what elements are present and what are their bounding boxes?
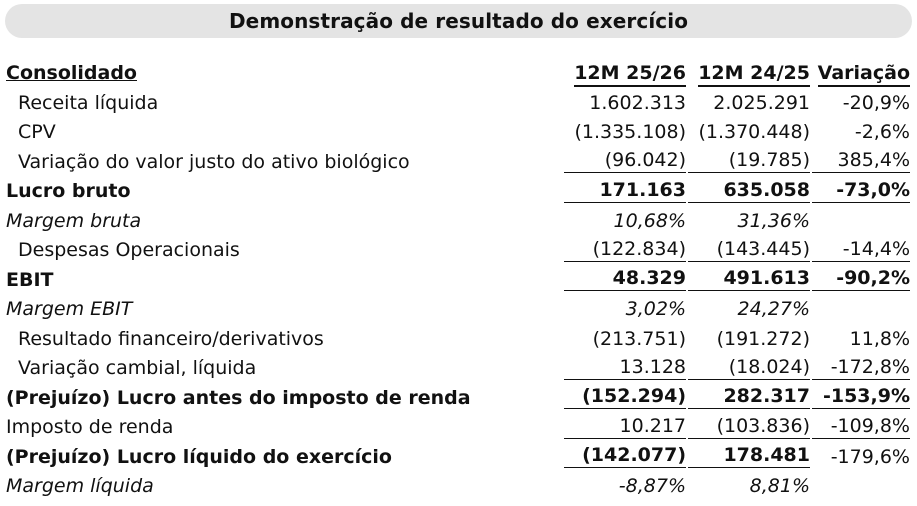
table-header-row <box>4 59 912 89</box>
row-value-current: 1.602.313 <box>589 91 686 114</box>
row-value-current: 10,68% <box>613 209 686 232</box>
row-value-current: (122.834) <box>564 236 688 266</box>
row-value-previous: (19.785) <box>688 148 812 178</box>
row-value-previous: 8,81% <box>749 475 810 498</box>
row-value-current: 3,02% <box>625 298 686 321</box>
header-col-12m-24-25: 12M 24/25 <box>688 59 812 89</box>
row-value-variation: -153,9% <box>812 384 912 414</box>
row-value-previous: 282.317 <box>688 384 812 414</box>
row-variacao-valor-justo <box>4 148 912 178</box>
row-ebit <box>4 266 912 296</box>
row-value-variation <box>812 207 912 237</box>
row-lucro-bruto <box>4 177 912 207</box>
row-value-current: (142.077) <box>564 443 688 473</box>
row-lucro-liquido <box>4 443 912 473</box>
row-label: Receita líquida <box>18 91 159 114</box>
row-margem-bruta <box>4 207 912 237</box>
statement-title-bar <box>5 4 912 38</box>
row-label: EBIT <box>6 268 54 291</box>
row-label: Despesas Operacionais <box>18 239 240 262</box>
row-margem-ebit <box>4 295 912 325</box>
row-value-variation: -20,9% <box>842 91 910 114</box>
row-resultado-financeiro <box>4 325 912 355</box>
row-label: Variação cambial, líquida <box>18 357 257 380</box>
row-value-previous: 491.613 <box>688 266 812 296</box>
row-value-current: 13.128 <box>564 354 688 384</box>
row-label: (Prejuízo) Lucro antes do imposto de renda <box>6 386 471 409</box>
row-label: Imposto de renda <box>6 416 174 439</box>
row-label: CPV <box>18 121 56 144</box>
row-value-variation: -109,8% <box>812 413 912 443</box>
row-label: (Prejuízo) Lucro líquido do exercício <box>6 445 392 468</box>
income-statement-table <box>4 59 912 502</box>
row-value-variation: -73,0% <box>812 177 912 207</box>
row-value-current: (213.751) <box>592 327 686 350</box>
row-value-variation: -14,4% <box>812 236 912 266</box>
row-cpv <box>4 118 912 148</box>
row-value-previous: (1.370.448) <box>698 121 810 144</box>
row-value-previous: 24,27% <box>737 298 810 321</box>
row-receita-liquida <box>4 89 912 119</box>
header-consolidado: Consolidado <box>6 62 137 85</box>
row-value-variation: -179,6% <box>830 445 910 468</box>
row-value-current: (1.335.108) <box>574 121 686 144</box>
row-value-variation: -2,6% <box>854 121 910 144</box>
row-imposto-de-renda <box>4 413 912 443</box>
row-value-variation: -172,8% <box>812 354 912 384</box>
row-value-current: (152.294) <box>564 384 688 414</box>
row-value-previous: (191.272) <box>716 327 810 350</box>
row-value-previous: (103.836) <box>688 413 812 443</box>
row-lucro-antes-imposto <box>4 384 912 414</box>
header-col-variacao: Variação <box>812 59 912 89</box>
row-value-previous: 2.025.291 <box>713 91 810 114</box>
row-label: Margem líquida <box>6 475 154 498</box>
row-value-variation <box>812 472 912 502</box>
row-despesas-operacionais <box>4 236 912 266</box>
statement-title: Demonstração de resultado do exercício <box>228 9 689 33</box>
row-value-current: -8,87% <box>618 475 686 498</box>
row-value-variation: 385,4% <box>812 148 912 178</box>
row-value-previous: 635.058 <box>688 177 812 207</box>
row-value-current: (96.042) <box>564 148 688 178</box>
header-col-12m-25-26: 12M 25/26 <box>564 59 688 89</box>
row-value-current: 171.163 <box>564 177 688 207</box>
row-label: Lucro bruto <box>6 180 131 203</box>
row-label: Variação do valor justo do ativo biológico <box>18 150 410 173</box>
row-value-current: 48.329 <box>564 266 688 296</box>
row-label: Margem bruta <box>6 209 142 232</box>
row-margem-liquida <box>4 472 912 502</box>
row-value-previous: (18.024) <box>688 354 812 384</box>
row-label: Resultado financeiro/derivativos <box>18 327 324 350</box>
row-label: Margem EBIT <box>6 298 133 321</box>
row-variacao-cambial <box>4 354 912 384</box>
row-value-variation <box>812 295 912 325</box>
row-value-variation: 11,8% <box>849 327 910 350</box>
row-value-variation: -90,2% <box>812 266 912 296</box>
row-value-previous: 178.481 <box>688 443 812 473</box>
row-value-current: 10.217 <box>564 413 688 443</box>
row-value-previous: 31,36% <box>737 209 810 232</box>
row-value-previous: (143.445) <box>688 236 812 266</box>
